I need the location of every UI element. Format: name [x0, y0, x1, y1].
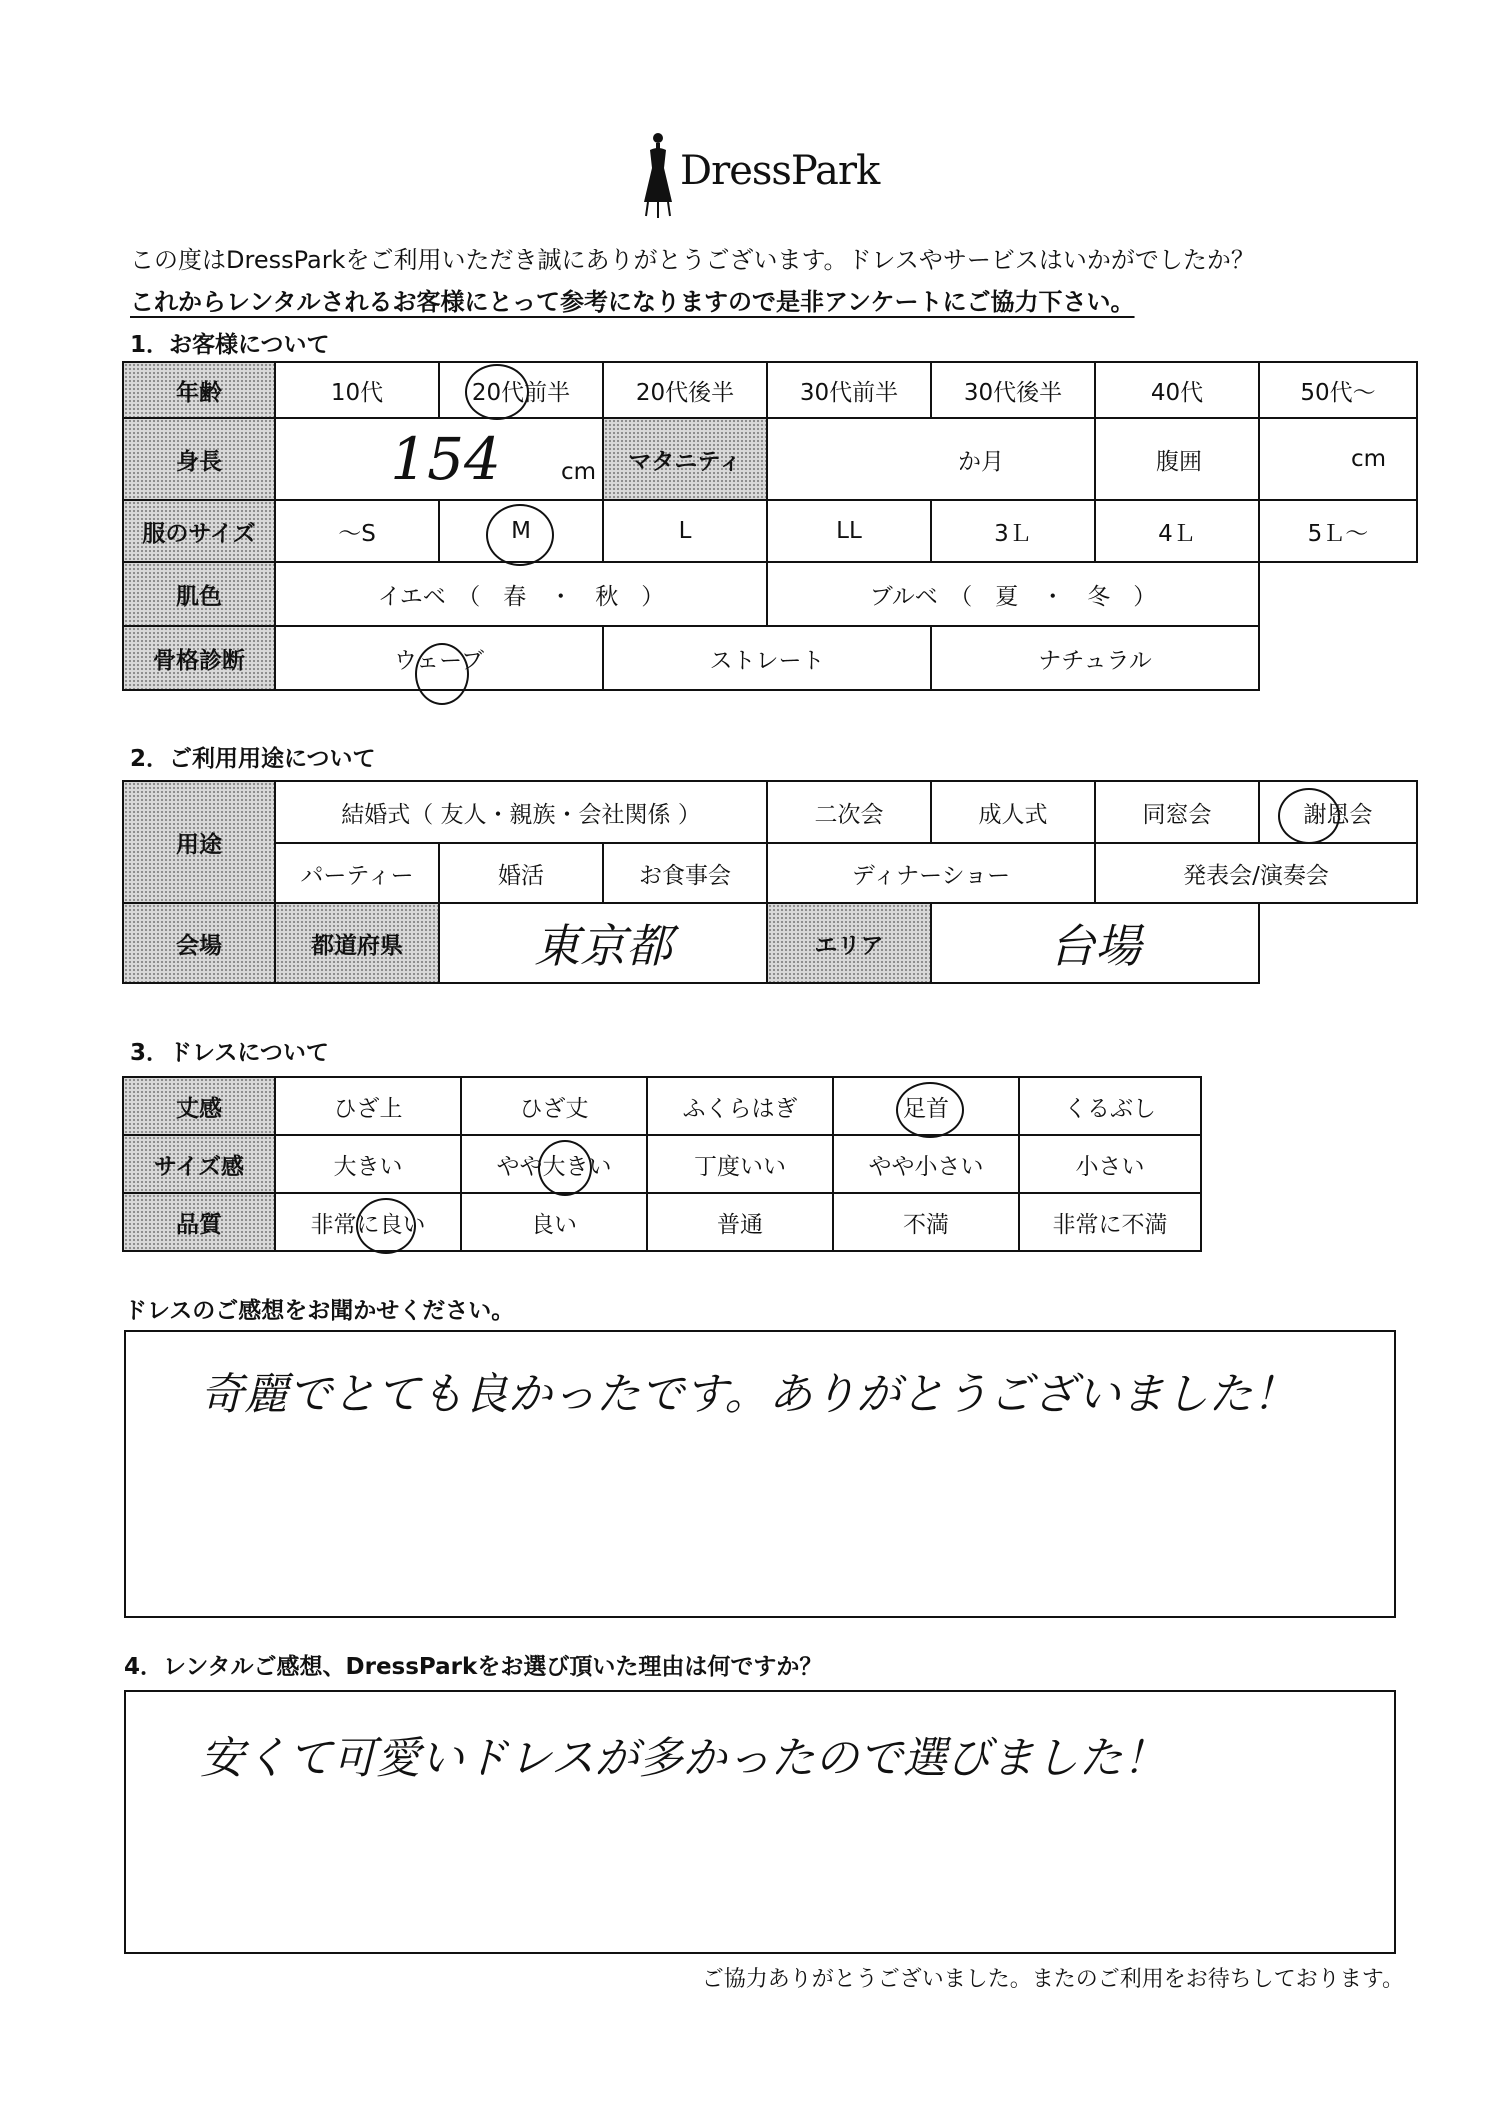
belly-label: 腹囲: [1095, 418, 1259, 500]
purpose-option[interactable]: 結婚式（ 友人・親族・会社関係 ）: [275, 781, 767, 843]
purpose-table: [122, 780, 1418, 984]
body-type-label: 骨格診断: [123, 626, 275, 690]
purpose-option[interactable]: 発表会/演奏会: [1095, 843, 1417, 903]
size-option[interactable]: 3Ｌ: [931, 500, 1095, 562]
dress-table: [122, 1076, 1202, 1252]
quality-option[interactable]: 非常に不満: [1019, 1193, 1201, 1251]
prefecture-label: 都道府県: [275, 903, 439, 983]
age-row: [123, 362, 1417, 418]
length-option[interactable]: ひざ丈: [461, 1077, 647, 1135]
fit-option-selected[interactable]: やや大きい: [461, 1135, 647, 1193]
skin-yellow-option[interactable]: イエベ （ 春 ・ 秋 ）: [275, 562, 767, 626]
skin-label: 肌色: [123, 562, 275, 626]
size-option[interactable]: LL: [767, 500, 931, 562]
impression-answer: 奇麗でとても良かったです。ありがとうございました！: [200, 1369, 1297, 1420]
fit-option[interactable]: 大きい: [275, 1135, 461, 1193]
intro-request: これからレンタルされるお客様にとって参考になりますので是非アンケートにご協力下さい。: [130, 288, 1135, 316]
age-option[interactable]: 50代～: [1259, 362, 1417, 418]
section2-title: 2．ご利用用途について: [130, 746, 376, 772]
quality-option-selected[interactable]: 非常に良い: [275, 1193, 461, 1251]
intro-text: この度はDressParkをご利用いただき誠にありがとうございます。ドレスやサービスはいかがでしたか？: [130, 246, 1255, 274]
quality-row: [123, 1193, 1201, 1251]
customer-table: [122, 361, 1418, 691]
purpose-label: 用途: [123, 781, 275, 903]
age-option-selected[interactable]: 20代前半: [439, 362, 603, 418]
venue-row: [123, 903, 1417, 983]
area-value: 台場: [1049, 919, 1142, 973]
length-label: 丈感: [123, 1077, 275, 1135]
body-type-row: [123, 626, 1417, 690]
length-option-selected[interactable]: 足首: [833, 1077, 1019, 1135]
quality-option[interactable]: 良い: [461, 1193, 647, 1251]
length-option[interactable]: ひざ上: [275, 1077, 461, 1135]
height-field[interactable]: [275, 418, 603, 500]
maternity-label: マタニティ: [603, 418, 767, 500]
age-option[interactable]: 20代後半: [603, 362, 767, 418]
purpose-option-selected[interactable]: 謝恩会: [1259, 781, 1417, 843]
fit-option[interactable]: やや小さい: [833, 1135, 1019, 1193]
age-option[interactable]: 40代: [1095, 362, 1259, 418]
height-value: 154: [390, 425, 501, 493]
prefecture-field[interactable]: [439, 903, 767, 983]
impression-answer-box[interactable]: [124, 1330, 1396, 1618]
dress-icon: [640, 130, 676, 220]
size-label: 服のサイズ: [123, 500, 275, 562]
length-option[interactable]: くるぶし: [1019, 1077, 1201, 1135]
prefecture-value: 東京都: [534, 919, 673, 973]
length-option[interactable]: ふくらはぎ: [647, 1077, 833, 1135]
age-option[interactable]: 30代前半: [767, 362, 931, 418]
skin-row: [123, 562, 1417, 626]
purpose-option[interactable]: 成人式: [931, 781, 1095, 843]
reason-answer: 安くて可愛いドレスが多かったので選びました！: [200, 1733, 1167, 1784]
fit-option[interactable]: 丁度いい: [647, 1135, 833, 1193]
impression-title: ドレスのご感想をお聞かせください。: [124, 1298, 515, 1324]
length-row: [123, 1077, 1201, 1135]
size-option[interactable]: 5Ｌ～: [1259, 500, 1417, 562]
purpose-option[interactable]: 二次会: [767, 781, 931, 843]
maternity-month-unit[interactable]: か月: [767, 418, 1095, 500]
venue-label: 会場: [123, 903, 275, 983]
quality-option[interactable]: 普通: [647, 1193, 833, 1251]
size-option[interactable]: ～S: [275, 500, 439, 562]
belly-unit[interactable]: cm: [1259, 418, 1417, 500]
body-type-option[interactable]: ストレート: [603, 626, 931, 690]
size-option[interactable]: L: [603, 500, 767, 562]
purpose-option[interactable]: 婚活: [439, 843, 603, 903]
quality-label: 品質: [123, 1193, 275, 1251]
height-unit: cm: [560, 459, 596, 485]
fit-row: [123, 1135, 1201, 1193]
fit-label: サイズ感: [123, 1135, 275, 1193]
body-type-option[interactable]: ナチュラル: [931, 626, 1259, 690]
skin-blue-option[interactable]: ブルベ （ 夏 ・ 冬 ）: [767, 562, 1259, 626]
section1-title: 1．お客様について: [130, 332, 330, 358]
reason-answer-box[interactable]: [124, 1690, 1396, 1954]
age-option[interactable]: 30代後半: [931, 362, 1095, 418]
age-label: 年齢: [123, 362, 275, 418]
area-label: エリア: [767, 903, 931, 983]
purpose-option[interactable]: お食事会: [603, 843, 767, 903]
size-option-selected[interactable]: M: [439, 500, 603, 562]
footer-thanks: ご協力ありがとうございました。またのご利用をお待ちしております。: [701, 1967, 1404, 1992]
size-row: [123, 500, 1417, 562]
age-option[interactable]: 10代: [275, 362, 439, 418]
section3-title: 3．ドレスについて: [130, 1040, 329, 1066]
area-field[interactable]: [931, 903, 1259, 983]
logo-text: DressPark: [680, 148, 880, 194]
fit-option[interactable]: 小さい: [1019, 1135, 1201, 1193]
body-type-option-selected[interactable]: ウェーブ: [275, 626, 603, 690]
section4-title: 4．レンタルご感想、DressParkをお選び頂いた理由は何ですか？: [124, 1654, 823, 1680]
purpose-option[interactable]: パーティー: [275, 843, 439, 903]
height-label: 身長: [123, 418, 275, 500]
purpose-option[interactable]: ディナーショー: [767, 843, 1095, 903]
purpose-option[interactable]: 同窓会: [1095, 781, 1259, 843]
size-option[interactable]: 4Ｌ: [1095, 500, 1259, 562]
height-row: [123, 418, 1417, 500]
quality-option[interactable]: 不満: [833, 1193, 1019, 1251]
